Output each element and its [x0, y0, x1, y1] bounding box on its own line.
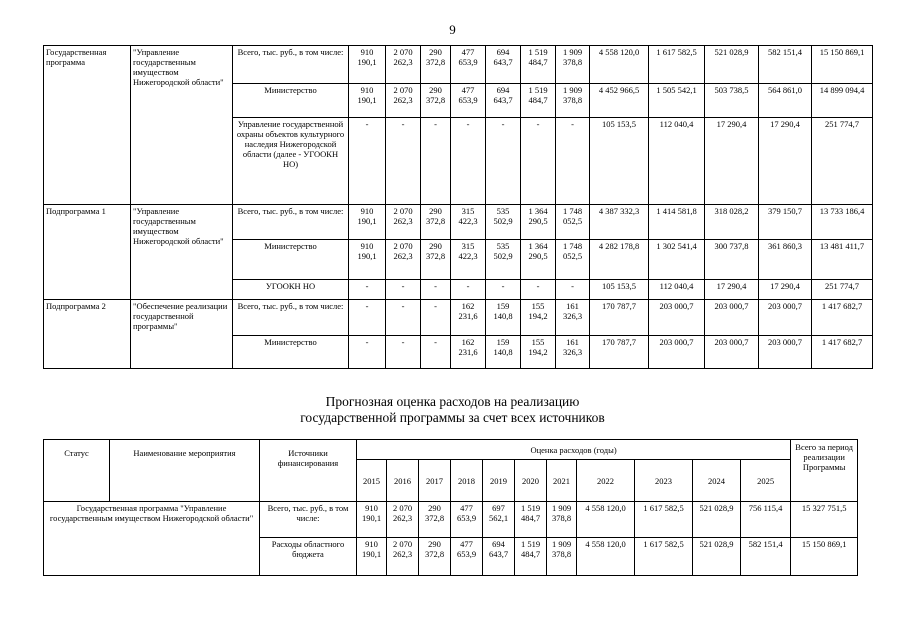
value-cell: 105 153,5 [590, 118, 649, 205]
value-cell: - [556, 118, 590, 205]
year-cell: 2023 [635, 460, 693, 502]
name-cell: "Управление государственным имуществом Нижегородской области" [131, 46, 233, 205]
value-cell: 910 190,1 [349, 46, 386, 84]
value-cell: 910 190,1 [349, 240, 386, 280]
header-estimate: Оценка расходов (годы) [357, 440, 791, 460]
value-cell: 1 519 484,7 [515, 538, 547, 576]
value-cell: 203 000,7 [649, 336, 705, 369]
forecast-table [43, 439, 858, 576]
year-cell: 2022 [577, 460, 635, 502]
value-cell: 379 150,7 [759, 205, 812, 240]
name-cell: "Обеспечение реализации государственной программы" [131, 300, 233, 369]
value-cell: 4 387 332,3 [590, 205, 649, 240]
value-cell: - [521, 118, 556, 205]
value-cell: 15 327 751,5 [791, 502, 858, 538]
value-cell: 2 070 262,3 [386, 240, 421, 280]
value-cell: 290 372,8 [421, 240, 451, 280]
value-cell: 1 909 378,8 [556, 84, 590, 118]
value-cell: 477 653,9 [451, 538, 483, 576]
value-cell: - [349, 336, 386, 369]
value-cell: 535 502,9 [486, 205, 521, 240]
value-cell: 315 422,3 [451, 205, 486, 240]
value-cell: 203 000,7 [649, 300, 705, 336]
value-cell: - [521, 280, 556, 300]
status-cell: Подпрограмма 2 [44, 300, 131, 369]
value-cell: 1 519 484,7 [515, 502, 547, 538]
value-cell: 521 028,9 [705, 46, 759, 84]
value-cell: 290 372,8 [421, 84, 451, 118]
value-cell: - [349, 118, 386, 205]
year-cell: 2019 [483, 460, 515, 502]
value-cell: 694 643,7 [486, 46, 521, 84]
source-cell: Всего, тыс. руб., в том числе: [233, 205, 349, 240]
page-number: 9 [449, 22, 456, 37]
table-row [44, 502, 858, 538]
value-cell: 13 481 411,7 [812, 240, 873, 280]
value-cell: 17 290,4 [759, 280, 812, 300]
value-cell: 1 364 290,5 [521, 240, 556, 280]
source-cell: Расходы областного бюджета [260, 538, 357, 576]
source-cell: Министерство [233, 84, 349, 118]
value-cell: 162 231,6 [451, 336, 486, 369]
value-cell: 1 748 052,5 [556, 240, 590, 280]
value-cell: 15 150 869,1 [791, 538, 858, 576]
heading-line-2: государственной программы за счет всех источников [300, 410, 605, 425]
value-cell: 1 417 682,7 [812, 300, 873, 336]
value-cell: 1 909 378,8 [547, 502, 577, 538]
value-cell: 290 372,8 [421, 205, 451, 240]
value-cell: 910 190,1 [357, 538, 387, 576]
value-cell: 159 140,8 [486, 336, 521, 369]
value-cell: 1 617 582,5 [649, 46, 705, 84]
year-cell: 2021 [547, 460, 577, 502]
value-cell: 203 000,7 [705, 300, 759, 336]
value-cell: 582 151,4 [741, 538, 791, 576]
value-cell: - [349, 280, 386, 300]
value-cell: 4 452 966,5 [590, 84, 649, 118]
value-cell: 910 190,1 [357, 502, 387, 538]
header-total: Всего за период реализации Программы [791, 440, 858, 502]
value-cell: 361 860,3 [759, 240, 812, 280]
value-cell: 4 558 120,0 [590, 46, 649, 84]
value-cell: 1 505 542,1 [649, 84, 705, 118]
value-cell: 112 040,4 [649, 118, 705, 205]
value-cell: - [421, 336, 451, 369]
year-cell: 2015 [357, 460, 387, 502]
year-cell: 2020 [515, 460, 547, 502]
value-cell: 290 372,8 [419, 502, 451, 538]
value-cell: 694 643,7 [483, 538, 515, 576]
value-cell: 1 617 582,5 [635, 538, 693, 576]
value-cell: 2 070 262,3 [387, 502, 419, 538]
value-cell: - [386, 336, 421, 369]
value-cell: 17 290,4 [705, 118, 759, 205]
value-cell: 315 422,3 [451, 240, 486, 280]
value-cell: 112 040,4 [649, 280, 705, 300]
value-cell: - [421, 118, 451, 205]
value-cell: 4 558 120,0 [577, 502, 635, 538]
source-cell: Всего, тыс. руб., в том числе: [260, 502, 357, 538]
value-cell: 2 070 262,3 [386, 46, 421, 84]
value-cell: - [386, 118, 421, 205]
value-cell: 1 519 484,7 [521, 84, 556, 118]
value-cell: 203 000,7 [759, 300, 812, 336]
value-cell: 1 519 484,7 [521, 46, 556, 84]
value-cell: - [386, 300, 421, 336]
value-cell: - [556, 280, 590, 300]
section-heading [0, 394, 905, 426]
source-cell: Министерство [233, 240, 349, 280]
value-cell: 582 151,4 [759, 46, 812, 84]
value-cell: 170 787,7 [590, 336, 649, 369]
value-cell: 477 653,9 [451, 502, 483, 538]
value-cell: 535 502,9 [486, 240, 521, 280]
heading-line-1: Прогнозная оценка расходов на реализацию [325, 394, 580, 409]
year-cell: 2024 [693, 460, 741, 502]
status-cell: Подпрограмма 1 [44, 205, 131, 300]
value-cell: 13 733 186,4 [812, 205, 873, 240]
status-cell: Государственная программа [44, 46, 131, 205]
value-cell: 251 774,7 [812, 280, 873, 300]
value-cell: - [451, 118, 486, 205]
year-cell: 2025 [741, 460, 791, 502]
value-cell: 756 115,4 [741, 502, 791, 538]
name-cell: "Управление государственным имуществом Нижегородской области" [131, 205, 233, 300]
value-cell: 162 231,6 [451, 300, 486, 336]
year-cell: 2018 [451, 460, 483, 502]
value-cell: 2 070 262,3 [386, 84, 421, 118]
value-cell: 17 290,4 [759, 118, 812, 205]
value-cell: 910 190,1 [349, 205, 386, 240]
value-cell: 1 748 052,5 [556, 205, 590, 240]
value-cell: 1 617 582,5 [635, 502, 693, 538]
value-cell: 694 643,7 [486, 84, 521, 118]
value-cell: 290 372,8 [419, 538, 451, 576]
value-cell: 318 028,2 [705, 205, 759, 240]
program-cell: Государственная программа "Управление государственным имуществом Нижегородской области" [44, 502, 260, 576]
value-cell: 251 774,7 [812, 118, 873, 205]
value-cell: - [451, 280, 486, 300]
header-status: Статус [44, 440, 110, 502]
value-cell: 521 028,9 [693, 502, 741, 538]
value-cell: 1 909 378,8 [556, 46, 590, 84]
table-row [44, 205, 873, 240]
value-cell: 1 302 541,4 [649, 240, 705, 280]
value-cell: 161 326,3 [556, 300, 590, 336]
value-cell: 1 909 378,8 [547, 538, 577, 576]
value-cell: 4 558 120,0 [577, 538, 635, 576]
table-row [44, 300, 873, 336]
expenses-table [43, 45, 873, 369]
value-cell: 1 417 682,7 [812, 336, 873, 369]
value-cell: 14 899 094,4 [812, 84, 873, 118]
value-cell: - [386, 280, 421, 300]
value-cell: 697 562,1 [483, 502, 515, 538]
value-cell: - [421, 300, 451, 336]
value-cell: - [486, 280, 521, 300]
value-cell: 503 738,5 [705, 84, 759, 118]
value-cell: 4 282 178,8 [590, 240, 649, 280]
value-cell: - [421, 280, 451, 300]
source-cell: УГООКН НО [233, 280, 349, 300]
value-cell: 910 190,1 [349, 84, 386, 118]
source-cell: Всего, тыс. руб., в том числе: [233, 46, 349, 84]
table-row [44, 46, 873, 84]
value-cell: - [486, 118, 521, 205]
value-cell: 1 414 581,8 [649, 205, 705, 240]
header-name: Наименование мероприятия [110, 440, 260, 502]
source-cell: Министерство [233, 336, 349, 369]
value-cell: 161 326,3 [556, 336, 590, 369]
value-cell: 155 194,2 [521, 300, 556, 336]
source-cell: Управление государственной охраны объектов культурного наследия Нижегородской области (далее - УГООКН НО) [233, 118, 349, 205]
year-cell: 2016 [387, 460, 419, 502]
value-cell: 300 737,8 [705, 240, 759, 280]
value-cell: 564 861,0 [759, 84, 812, 118]
value-cell: 1 364 290,5 [521, 205, 556, 240]
value-cell: 2 070 262,3 [387, 538, 419, 576]
value-cell: 521 028,9 [693, 538, 741, 576]
value-cell: 15 150 869,1 [812, 46, 873, 84]
value-cell: 155 194,2 [521, 336, 556, 369]
value-cell: 477 653,9 [451, 84, 486, 118]
value-cell: 17 290,4 [705, 280, 759, 300]
source-cell: Всего, тыс. руб., в том числе: [233, 300, 349, 336]
header-source: Источники финансирования [260, 440, 357, 502]
value-cell: 290 372,8 [421, 46, 451, 84]
value-cell: - [349, 300, 386, 336]
value-cell: 170 787,7 [590, 300, 649, 336]
value-cell: 159 140,8 [486, 300, 521, 336]
year-cell: 2017 [419, 460, 451, 502]
value-cell: 2 070 262,3 [386, 205, 421, 240]
value-cell: 477 653,9 [451, 46, 486, 84]
value-cell: 203 000,7 [759, 336, 812, 369]
value-cell: 203 000,7 [705, 336, 759, 369]
value-cell: 105 153,5 [590, 280, 649, 300]
